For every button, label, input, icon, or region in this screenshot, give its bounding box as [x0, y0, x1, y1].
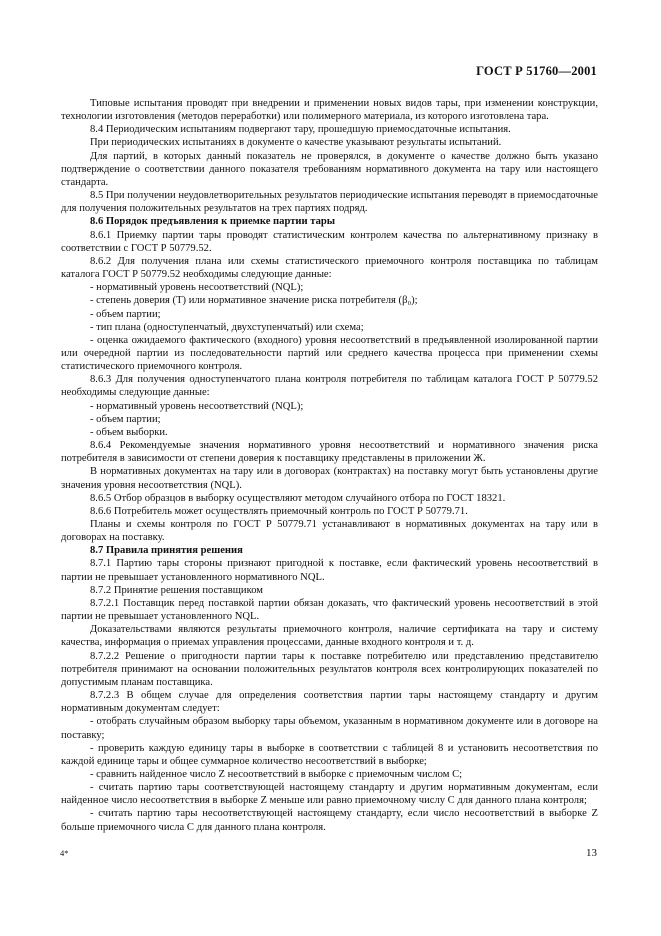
- paragraph: 8.7.2 Принятие решения поставщиком: [90, 584, 263, 596]
- paragraph: 8.6.5 Отбор образцов в выборку осуществляют методом случайного отбора по ГОСТ 18321.: [90, 492, 506, 504]
- paragraph: - нормативный уровень несоответствий (NQL);: [90, 282, 304, 294]
- paragraph: - сравнить найденное число Z несоответствий в выборке с приемочным числом C;: [90, 768, 463, 780]
- paragraph: 8.7.2.1 Поставщик перед поставкой партии обязан доказать, что фактический уровень несоответствий в этой партии не превышает установленного NQL.: [61, 597, 598, 623]
- paragraph: Планы и схемы контроля по ГОСТ Р 50779.71 устанавливают в нормативных документах на тару или в договорах на поставку.: [61, 519, 598, 544]
- sheet-mark: 4*: [60, 848, 69, 858]
- page-number: 13: [586, 847, 597, 859]
- paragraph: - тип плана (одноступенчатый, двухступенчатый) или схема;: [90, 321, 364, 333]
- paragraph: - объем выборки.: [90, 426, 168, 438]
- paragraph: 8.5 При получении неудовлетворительных результатов периодические испытания переводят в приемосдаточные для получения положительных результатов на трех партиях подряд.: [61, 190, 598, 215]
- paragraph: - проверить каждую единицу тары в выборке в соответствии с таблицей 8 и установить несоответствия по каждой единице тары и общее суммарное количество несоответствий в выборке;: [61, 742, 598, 767]
- paragraph: При периодических испытаниях в документе о качестве указывают результаты испытаний.: [90, 137, 502, 149]
- paragraph: 8.7.2.3 В общем случае для определения соответствия партии тары настоящему стандарту и другим нормативным документам следует:: [61, 690, 598, 715]
- paragraph: Для партий, в которых данный показатель не проверялся, в документе о качестве должно быть указано подтверждение о соответствии данного показателя требованиям нормативного документа на тару или настоящего стандарта.: [61, 150, 598, 188]
- paragraph: 8.6.1 Приемку партии тары проводят статистическим контролем качества по альтернативному признаку в соответствии с ГОСТ Р 50779.52.: [61, 229, 598, 254]
- document-body: [61, 97, 598, 834]
- paragraph: 8.6.2 Для получения плана или схемы статистического приемочного контроля поставщика по таблицам каталога ГОСТ Р 50779.52 необходимы следующие данные:: [61, 255, 598, 281]
- paragraph: 8.6.4 Рекомендуемые значения нормативного уровня несоответствий и нормативного значения риска потребителя в зависимости от степени доверия к поставщику представлены в приложении Ж.: [61, 440, 598, 465]
- paragraph: - степень доверия (Т) или нормативное значение риска потребителя (β₀);: [90, 295, 418, 307]
- paragraph: 8.6.3 Для получения одноступенчатого плана контроля потребителя по таблицам каталога ГОСТ Р 50779.52 необходимы следующие данные:: [61, 374, 598, 399]
- paragraph: - отобрать случайным образом выборку тары объемом, указанным в нормативном документе или в договоре на поставку;: [61, 716, 598, 741]
- paragraph: Доказательствами являются результаты приемочного контроля, наличие сертификата на тару и систему качества, информация о приемах управления процессами, данные входного контроля и т. д.: [61, 624, 598, 649]
- paragraph: - объем партии;: [90, 413, 161, 425]
- section-heading: 8.7 Правила принятия решения: [90, 545, 243, 557]
- document-code-header: ГОСТ Р 51760—2001: [476, 64, 597, 78]
- paragraph: 8.6.6 Потребитель может осуществлять приемочный контроль по ГОСТ Р 50779.71.: [90, 505, 468, 517]
- paragraph: - считать партию тары соответствующей настоящему стандарту и другим нормативным документам, если найденное число несоответствия в выборке Z меньше или равно приемочному числу C для данного плана контроля;: [61, 782, 598, 807]
- paragraph: - нормативный уровень несоответствий (NQL);: [90, 400, 304, 412]
- paragraph: Типовые испытания проводят при внедрении и применении новых видов тары, при изменении конструкции, технологии изготовления (методов переработки) или полимерного материала, из которого изготовлена тара.: [61, 98, 598, 123]
- paragraph: - объем партии;: [90, 308, 161, 320]
- paragraph: В нормативных документах на тару или в договорах (контрактах) на поставку могут быть установлены другие значения уровня несоответствия (NQL).: [61, 466, 598, 491]
- paragraph: - оценка ожидаемого фактического (входного) уровня несоответствий в предъявленной изолированной партии или очередной партии из последовательности партий или среднего качества процесса при применении схемы статистического приемочного контроля.: [61, 334, 598, 373]
- paragraph: 8.7.1 Партию тары стороны признают пригодной к поставке, если фактический уровень несоответствий в партии не превышает установленного нормативного NQL.: [61, 558, 598, 583]
- paragraph: 8.4 Периодическим испытаниям подвергают тару, прошедшую приемосдаточные испытания.: [90, 124, 511, 136]
- paragraph: - считать партию тары несоответствующей настоящему стандарту, если число несоответствий в выборке Z больше приемочного числа C для данного плана контроля.: [61, 808, 598, 833]
- paragraph: 8.7.2.2 Решение о пригодности партии тары к поставке потребителю или представлению представителю потребителя принимают на основании положительных результатов контроля всех контролирующих показателей по допустимым планам поставщика.: [61, 650, 598, 688]
- section-heading: 8.6 Порядок предъявления к приемке партии тары: [90, 216, 336, 228]
